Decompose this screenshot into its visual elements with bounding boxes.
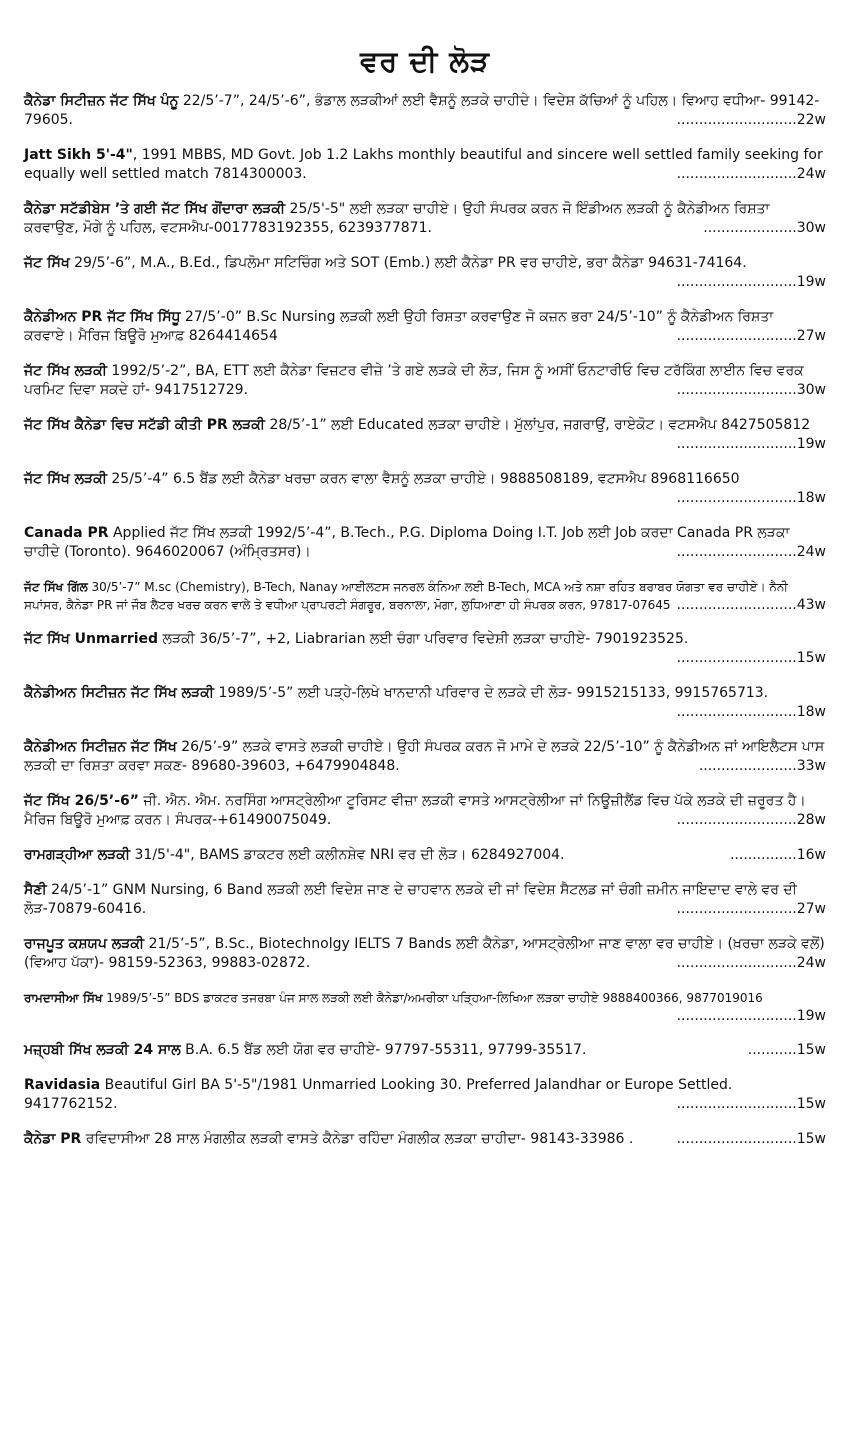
ad-lead-text: ਰਾਮਗੜ੍ਹੀਆ ਲੜਕੀ <box>24 847 131 863</box>
ad-body-text: B.A. 6.5 ਬੈਂਡ ਲਈ ਯੋਗ ਵਰ ਚਾਹੀਏ- 97797-55311, 97799-35517. <box>180 1042 587 1058</box>
ad-lead-text: Canada PR <box>24 525 109 541</box>
ad-reference-code: ...........................18w <box>676 704 826 720</box>
ad-reference-code: ...........................19w <box>676 274 826 290</box>
classified-ad <box>24 362 826 400</box>
ad-body-text: 1989/5’-5” BDS ਡਾਕਟਰ ਤਜਰਬਾ ਪੰਜ ਸਾਲ ਲੜਕੀ ਲਈ ਕੈਨੇਡਾ/ਅਮਰੀਕਾ ਪੜ੍ਹਿਆ-ਲਿਖਿਆ ਲੜਕਾ ਚਾਹੀਏ 9888400366, 9877019016 <box>102 991 763 1005</box>
classified-ad <box>24 308 826 346</box>
ad-reference-code: ...........................27w <box>676 328 826 344</box>
ad-lead-text: ਕੈਨੇਡੀਅਨ ਸਿਟੀਜ਼ਨ ਜੱਟ ਸਿੱਖ ਲੜਕੀ <box>24 685 214 701</box>
ad-reference-code: ...........................15w <box>676 650 826 666</box>
classified-ad <box>24 146 826 184</box>
classified-ad <box>24 470 826 508</box>
classified-ad <box>24 1041 826 1060</box>
ad-body-text: Applied ਜੱਟ ਸਿੱਖ ਲੜਕੀ 1992/5’-4”, B.Tech., P.G. Diploma Doing I.T. Job ਲਈ Job ਕਰਦਾ Canada PR ਲੜਕਾ ਚਾਹੀਦੇ (Toronto). 9646020067 (ਅੰਮ੍ਰਿਤਸਰ)। <box>24 525 790 560</box>
classified-ad <box>24 684 826 722</box>
ad-reference-code: ...........................24w <box>676 955 826 971</box>
ad-reference-code: ...........................19w <box>676 436 826 452</box>
classified-ad <box>24 846 826 865</box>
ad-lead-text: ਕੈਨੇਡਾ ਸਟੱਡੀਬੇਸ ’ਤੇ ਗਈ ਜੱਟ ਸਿੱਖ ਗੋਂਦਾਰਾ ਲੜਕੀ <box>24 201 286 217</box>
ad-reference-code: ...........................24w <box>676 544 826 560</box>
ad-lead-text: ਜੱਟ ਸਿੱਖ ਗਿੱਲ <box>24 580 88 594</box>
ad-lead-text: ਜੱਟ ਸਿੱਖ ਕੈਨੇਡਾ ਵਿਚ ਸਟੱਡੀ ਕੀਤੀ PR ਲੜਕੀ <box>24 417 266 433</box>
ad-body-text: 31/5'-4", BAMS ਡਾਕਟਰ ਲਈ ਕਲੀਨਸ਼ੇਵ NRI ਵਰ ਦੀ ਲੋੜ। 6284927004. <box>130 847 565 863</box>
ad-body-text: 28/5’-1” ਲਈ Educated ਲੜਕਾ ਚਾਹੀਏ। ਮੁੱਲਾਂਪੁਰ, ਜਗਰਾਉਂ, ਰਾਏਕੋਟ। ਵਟਸਐਪ 8427505812 <box>265 417 811 433</box>
ad-body-text: , 1991 MBBS, MD Govt. Job 1.2 Lakhs monthly beautiful and sincere well settled family seeking for equally well settled match 7814300003. <box>24 147 823 182</box>
ad-lead-text: ਕੈਨੇਡੀਅਨ PR ਜੱਟ ਸਿੱਖ ਸਿੱਧੂ <box>24 309 181 325</box>
ad-reference-code: ...............16w <box>729 847 826 863</box>
ad-reference-code: ...........................19w <box>676 1008 826 1024</box>
classified-ad <box>24 935 826 973</box>
ad-body-text: 30/5’-7” M.sc (Chemistry), B-Tech, Nanay ਆਈਲਟਸ ਜਨਰਲ ਕੰਨਿਆ ਲਈ B-Tech, MCA ਅਤੇ ਨਸ਼ਾ ਰਹਿਤ ਬਰਾਬਰ ਯੋਗਤਾ ਵਰ ਚਾਹੀਏ। ਨੈਨੀ ਸਪਾਂਸਰ, ਕੈਨੇਡਾ PR ਜਾਂ ਜੌਬ ਲੈਟਰ ਖਰਚ ਕਰਨ ਵਾਲੇ ਤੇ ਵਧੀਆ ਪ੍ਰਾਪਰਟੀ ਸੰਗਰੂਰ, ਬਰਨਾਲਾ, ਮੋਗਾ, ਲੁਧਿਆਣਾ ਹੀ ਸੰਪਰਕ ਕਰਨ, 97817-07645 <box>24 580 789 612</box>
classified-ad <box>24 630 826 668</box>
classified-ad <box>24 200 826 238</box>
classified-ad <box>24 881 826 919</box>
ad-reference-code: ......................33w <box>698 758 826 774</box>
ad-lead-text: ਸੈਣੀ <box>24 882 47 898</box>
ad-lead-text: ਕੈਨੇਡੀਅਨ ਸਿਟੀਜ਼ਨ ਜੱਟ ਸਿੱਖ <box>24 739 177 755</box>
ad-lead-text: ਕੈਨੇਡਾ PR <box>24 1131 82 1147</box>
ad-reference-code: ...........................43w <box>676 597 826 613</box>
ad-body-text: ਲੜਕੀ 36/5’-7”, +2, Liabrarian ਲਈ ਚੰਗਾ ਪਰਿਵਾਰ ਵਿਦੇਸ਼ੀ ਲੜਕਾ ਚਾਹੀਏ- 7901923525. <box>158 631 689 647</box>
ad-reference-code: ...........................15w <box>676 1131 826 1147</box>
ad-body-text: 1989/5’-5” ਲਈ ਪੜ੍ਹੇ-ਲਿਖੇ ਖਾਨਦਾਨੀ ਪਰਿਵਾਰ ਦੇ ਲੜਕੇ ਦੀ ਲੋੜ- 9915215133, 9915765713. <box>214 685 769 701</box>
ad-body-text: Beautiful Girl BA 5'-5"/1981 Unmarried Looking 30. Preferred Jalandhar or Europe Settled. 9417762152. <box>24 1077 733 1112</box>
ad-reference-code: ...........................24w <box>676 166 826 182</box>
ad-reference-code: ...........................15w <box>676 1096 826 1112</box>
ad-body-text: 29/5’-6”, M.A., B.Ed., ਡਿਪਲੋਮਾ ਸਟਿਚਿੰਗ ਅਤੇ SOT (Emb.) ਲਈ ਕੈਨੇਡਾ PR ਵਰ ਚਾਹੀਏ, ਭਰਾ ਕੈਨੇਡਾ 94631-74164. <box>69 255 747 271</box>
ad-lead-text: ਜੱਟ ਸਿੱਖ ਲੜਕੀ <box>24 363 107 379</box>
ad-reference-code: ...........15w <box>747 1042 826 1058</box>
ad-body-text: 1992/5’-2”, BA, ETT ਲਈ ਕੈਨੇਡਾ ਵਿਜ਼ਟਰ ਵੀਜ਼ੇ ’ਤੇ ਗਏ ਲੜਕੇ ਦੀ ਲੋੜ, ਜਿਸ ਨੂੰ ਅਸੀਂ ਓਨਟਾਰੀਓ ਵਿਚ ਟਰੱਕਿੰਗ ਲਾਈਨ ਵਿਚ ਵਰਕ ਪਰਮਿਟ ਦਿਵਾ ਸਕਦੇ ਹਾਂ- 9417512729. <box>24 363 804 398</box>
ads-list <box>24 92 826 1149</box>
ad-reference-code: ...........................28w <box>676 812 826 828</box>
ad-lead-text: ਜੱਟ ਸਿੱਖ ਲੜਕੀ <box>24 471 107 487</box>
ad-lead-text: ਜੱਟ ਸਿੱਖ Unmarried <box>24 631 159 647</box>
ad-lead-text: ਰਾਮਦਾਸੀਆ ਸਿੱਖ <box>24 991 103 1005</box>
ad-reference-code: ...........................18w <box>676 490 826 506</box>
ad-lead-text: ਜੱਟ ਸਿੱਖ 26/5’-6” <box>24 793 139 809</box>
ad-lead-text: Jatt Sikh 5'-4" <box>24 147 133 163</box>
ad-reference-code: ...........................30w <box>676 382 826 398</box>
ad-body-text: 27/5’-0” B.Sc Nursing ਲੜਕੀ ਲਈ ਉਹੀ ਰਿਸ਼ਤਾ ਕਰਵਾਉਣ ਜੋ ਕਜ਼ਨ ਭਰਾ 24/5’-10” ਨੂੰ ਕੈਨੇਡੀਅਨ ਰਿਸ਼ਤਾ ਕਰਵਾਏ। ਮੈਰਿਜ ਬਿਊਰੋ ਮੁਆਫ਼ 8264414654 <box>24 309 774 344</box>
ad-body-text: ਰਵਿਦਾਸੀਆ 28 ਸਾਲ ਮੰਗਲੀਕ ਲੜਕੀ ਵਾਸਤੇ ਕੈਨੇਡਾ ਰਹਿੰਦਾ ਮੰਗਲੀਕ ਲੜਕਾ ਚਾਹੀਦਾ- 98143-33986 . <box>81 1131 634 1147</box>
classified-ad <box>24 792 826 830</box>
classified-ad <box>24 1076 826 1114</box>
ad-lead-text: ਕੈਨੇਡਾ ਸਿਟੀਜ਼ਨ ਜੱਟ ਸਿੱਖ ਪੰਨੂ <box>24 93 179 109</box>
ad-body-text: 24/5’-1” GNM Nursing, 6 Band ਲੜਕੀ ਲਈ ਵਿਦੇਸ਼ ਜਾਣ ਦੇ ਚਾਹਵਾਨ ਲੜਕੇ ਦੀ ਜਾਂ ਵਿਦੇਸ਼ ਸੈਟਲਡ ਜਾਂ ਚੰਗੀ ਜ਼ਮੀਨ ਜਾਇਦਾਦ ਵਾਲੇ ਵਰ ਦੀ ਲੋੜ-70879-60416. <box>24 882 797 917</box>
ad-reference-code: ...........................27w <box>676 901 826 917</box>
classified-ad <box>24 92 826 130</box>
ad-reference-code: ...........................22w <box>676 112 826 128</box>
ad-body-text: 22/5’-7”, 24/5’-6”, ਭੰਡਾਲ ਲੜਕੀਆਂ ਲਈ ਵੈਸ਼ਨੂੰ ਲੜਕੇ ਚਾਹੀਦੇ। ਵਿਦੇਸ਼ ਕੱਚਿਆਂ ਨੂੰ ਪਹਿਲ। ਵਿਆਹ ਵਧੀਆ- 99142-79605. <box>24 93 820 128</box>
classified-ad <box>24 1130 826 1149</box>
classified-ad <box>24 578 826 614</box>
ad-body-text: 25/5’-4” 6.5 ਬੈਂਡ ਲਈ ਕੈਨੇਡਾ ਖਰਚਾ ਕਰਨ ਵਾਲਾ ਵੈਸ਼ਨੂੰ ਲੜਕਾ ਚਾਹੀਏ। 9888508189, ਵਟਸਐਪ 8968116650 <box>106 471 740 487</box>
ad-lead-text: ਰਾਜਪੂਤ ਕਸ਼ਯਪ ਲੜਕੀ <box>24 936 145 952</box>
classified-ad <box>24 989 826 1025</box>
ad-body-text: 25/5'-5" ਲਈ ਲੜਕਾ ਚਾਹੀਏ। ਉਹੀ ਸੰਪਰਕ ਕਰਨ ਜੋ ਇੰਡੀਅਨ ਲੜਕੀ ਨੂੰ ਕੈਨੇਡੀਅਨ ਰਿਸ਼ਤਾ ਕਰਵਾਉਣ, ਮੋਗੇ ਨੂੰ ਪਹਿਲ, ਵਟਸਐਪ-0017783192355, 6239377871. <box>24 201 770 236</box>
classified-ad <box>24 738 826 776</box>
ad-reference-code: .....................30w <box>703 220 826 236</box>
classified-ad <box>24 416 826 454</box>
ad-lead-text: ਮਜ਼੍ਹਬੀ ਸਿੱਖ ਲੜਕੀ 24 ਸਾਲ <box>24 1042 181 1058</box>
classified-ad <box>24 524 826 562</box>
ad-lead-text: Ravidasia <box>24 1077 101 1093</box>
ad-body-text: 21/5’-5”, B.Sc., Biotechnolgy IELTS 7 Bands ਲਈ ਕੈਨੇਡਾ, ਆਸਟ੍ਰੇਲੀਆ ਜਾਣ ਵਾਲਾ ਵਰ ਚਾਹੀਏ। (ਖ਼ਰਚਾ ਲੜਕੇ ਵਲੋਂ) (ਵਿਆਹ ਪੱਕਾ)- 98159-52363, 99883-02872. <box>24 936 825 971</box>
ad-lead-text: ਜੱਟ ਸਿੱਖ <box>24 255 70 271</box>
page-title: ਵਰ ਦੀ ਲੋੜ <box>360 44 490 78</box>
ad-body-text: ਜੀ. ਐਨ. ਐਮ. ਨਰਸਿੰਗ ਆਸਟ੍ਰੇਲੀਆ ਟੂਰਿਸਟ ਵੀਜ਼ਾ ਲੜਕੀ ਵਾਸਤੇ ਆਸਟ੍ਰੇਲੀਆ ਜਾਂ ਨਿਊਜ਼ੀਲੈਂਡ ਵਿਚ ਪੱਕੇ ਲੜਕੇ ਦੀ ਜ਼ਰੂਰਤ ਹੈ। ਮੈਰਿਜ ਬਿਊਰੋ ਮੁਆਫ਼ ਕਰਨ। ਸੰਪਰਕ-+61490075049. <box>24 793 806 828</box>
ad-body-text: 26/5’-9” ਲੜਕੇ ਵਾਸਤੇ ਲੜਕੀ ਚਾਹੀਏ। ਉਹੀ ਸੰਪਰਕ ਕਰਨ ਜੋ ਮਾਮੇ ਦੇ ਲੜਕੇ 22/5’-10” ਨੂੰ ਕੈਨੇਡੀਅਨ ਜਾਂ ਆਇਲੈਟਸ ਪਾਸ ਲੜਕੀ ਦਾ ਰਿਸ਼ਤਾ ਕਰਵਾ ਸਕਣ- 89680-39603, +6479904848. <box>24 739 825 774</box>
classified-ad <box>24 254 826 292</box>
